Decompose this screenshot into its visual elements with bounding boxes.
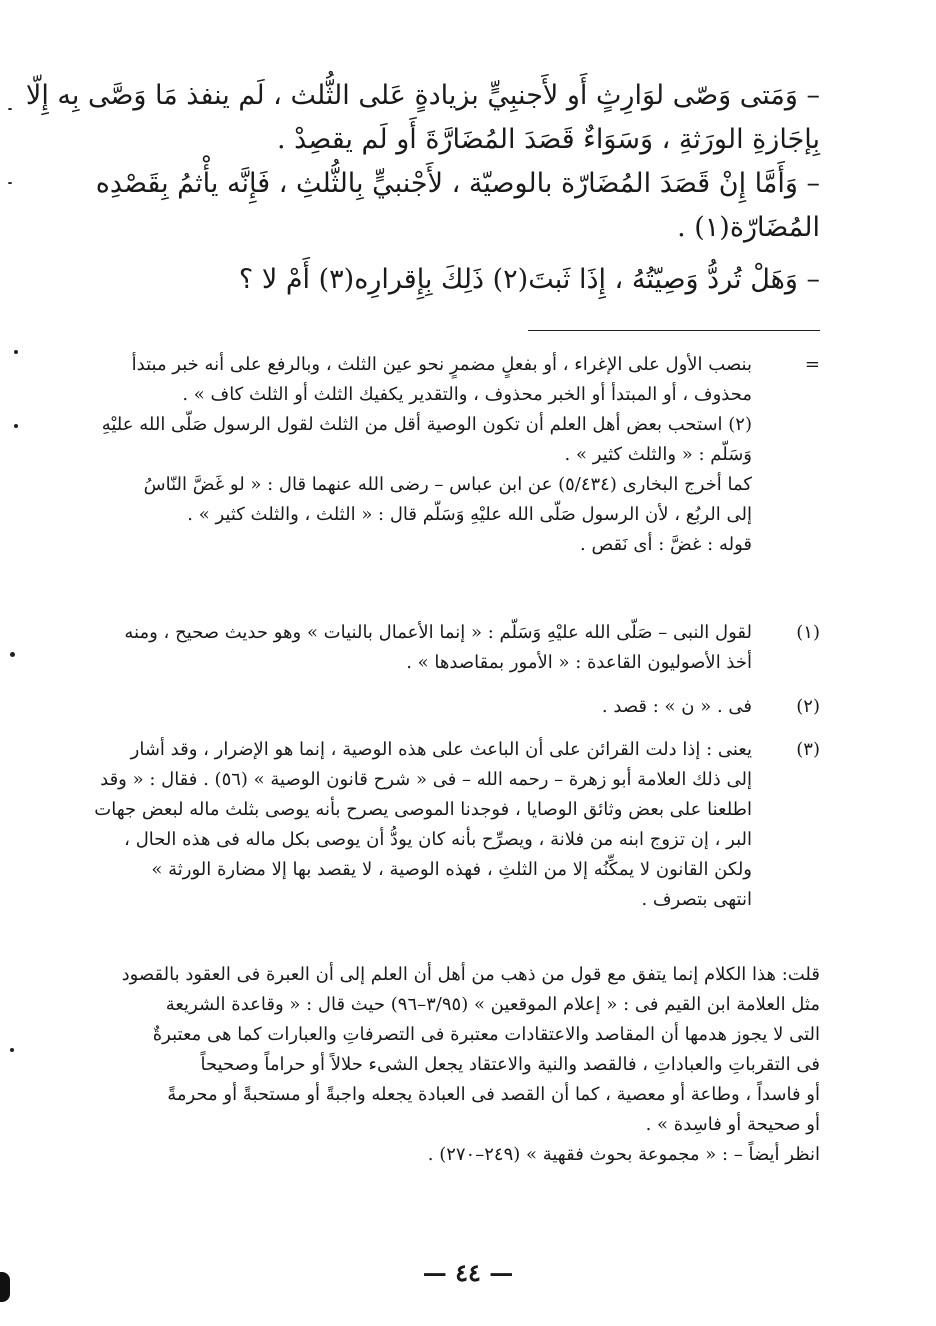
note-line: التى لا يجوز هدمها أن المقاصد والاعتقادات معتبرة فى التصرفاتِ والعبارات كما هى معتبرةٌ [152,1024,820,1045]
note-line: مثل العلامة ابن القيم فى : « إعلام الموقعين » (٣/٩٥–٩٦) حيث قال : « وقاعدة الشريعة [165,994,820,1015]
footnote-1-body [120,618,752,678]
footnote-line: اطلعنا على بعض وثائق الوصايا ، فوجدنا الموصى يصرح بأنه يوصى بثلث ماله لبعض جهات [94,799,752,820]
margin-speck [14,424,18,428]
footnote-number: (٢) [796,696,820,717]
note-line: انظر أيضاً – : « مجموعة بحوث فقهية » (٢٤٩–٢٧٠) . [427,1144,820,1165]
footnote-3-body [94,735,752,915]
main-text-line-1: – وَمَتى وَصّى لوَارِثٍ أَو لأَجنبِيٍّ بزيادةٍ عَلى الثُّلث ، لَم ينفذ مَا وَصَّى بِه إِلّا [25,80,820,111]
footnote-2 [120,692,820,724]
footnote-line: (٢) استحب بعض أهل العلم أن تكون الوصية أقل من الثلث لقول الرسول صَلّى الله عليْهِ [101,414,752,435]
footnote-1 [120,618,820,682]
editor-note-body [120,960,820,1170]
footnote-line: بنصب الأول على الإغراء ، أو بفعلٍ مضمرٍ نحو عين الثلث ، وبالرفع على أنه خبر مبتدأ [131,354,752,375]
footnote-number: (٣) [796,739,820,760]
footnote-line: ولكن القانون لا يمكِّنُه إلا من الثلثِ ، فهذه الوصية ، لا يقصد بها إلا مضارة الورثة » [151,859,752,880]
main-text-line-4: المُضَارّة(١) . [677,212,820,243]
footnote-line: كما أخرج البخارى (٥/٤٣٤) عن ابن عباس – رضى الله عنهما قال : « لو غَضَّ النّاسُ [143,474,752,495]
footnote-3 [94,735,820,931]
main-text-line-3: – وَأَمَّا إِنْ قَصَدَ المُضَارّة بالوصيّة ، لأَجْنبيٍّ بِالثُّلثِ ، فَإِنَّه يأْثمُ بِقَصْدِه [95,168,820,199]
footnote-line: يعنى : إذا دلت القرائن على أن الباعث على هذه الوصية ، إنما هو الإضرار ، وقد أشار [130,739,752,760]
footnote-line: وَسَلّم : « والثلث كثير » . [564,444,752,465]
note-line: قلت: هذا الكلام إنما يتفق مع قول من ذهب من أهل أن العلم إلى أن العبرة فى العقود بالقصود [121,964,820,985]
margin-speck [10,1048,14,1052]
margin-speck [14,350,18,354]
footnote-continuation [101,350,820,570]
footnote-line: لقول النبى – صَلّى الله عليْهِ وَسَلّم : « إنما الأعمال بالنيات » وهو حديث صحيح ، ومنه [124,622,752,643]
footnote-number: (١) [796,622,820,643]
footnote-separator [528,330,820,331]
margin-speck [8,182,12,184]
note-line: أو فاسداً ، وطاعة أو معصية ، كما أن القصد فى العبادة يجعله واجبةً أو مستحبةً أو محرمةً [167,1084,820,1105]
main-text-line-2: بِإجَازةِ الورَثةِ ، وَسَوَاءٌ قَصَدَ المُضَارَّةَ أَو لَم يقصِدْ . [276,124,820,155]
main-text-line-5: – وَهَلْ تُردُّ وَصِيّتُهُ ، إِذَا ثَبتَ(٢) ذَلِكَ بِإِقرارِه(٣) أَمْ لا ؟ [238,264,820,295]
editor-note [120,960,820,1210]
continuation-mark: = [804,354,820,375]
footnote-line: إلى الربُع ، لأن الرسول صَلّى الله عليْهِ وَسَلّم قال : « الثلث ، والثلث كثير » . [187,504,752,525]
footnote-line: انتهى بتصرف . [641,889,752,910]
margin-speck [10,652,15,657]
footnote-line: البر ، إن تزوج ابنه من فلانة ، ويصرِّح بأنه كان يودُّ أن يوصى بكل ماله فى هذه الحال ، [124,829,752,850]
footnote-continuation-body [101,350,752,560]
note-line: فى التقرباتِ والعباداتِ ، فالقصد والنية والاعتقاد يجعل الشىء حلالاً أو حراماً وصحيحاً [200,1054,820,1075]
note-line: أو صحيحة أو فاسِدة » . [645,1114,820,1135]
page-number: — ٤٤ — [422,1258,514,1287]
footnote-line: إلى ذلك العلامة أبو زهرة – رحمه الله – فى « شرح قانون الوصية » (٥٦) . فقال : « وقد [100,769,752,790]
footnote-line: قوله : غضَّ : أى نَقص . [580,534,752,555]
footnote-line: أخذ الأصوليون القاعدة : « الأمور بمقاصدها » . [406,652,752,673]
footnote-line: محذوف ، أو المبتدأ أو الخبر محذوف ، والتقدير يكفيك الثلث أو الثلث كاف » . [182,384,752,405]
margin-speck [8,108,12,110]
page-edge-shadow [0,1272,10,1302]
footnote-2-body [120,692,752,722]
footnote-line: فى . « ن » : قصد . [601,696,752,717]
